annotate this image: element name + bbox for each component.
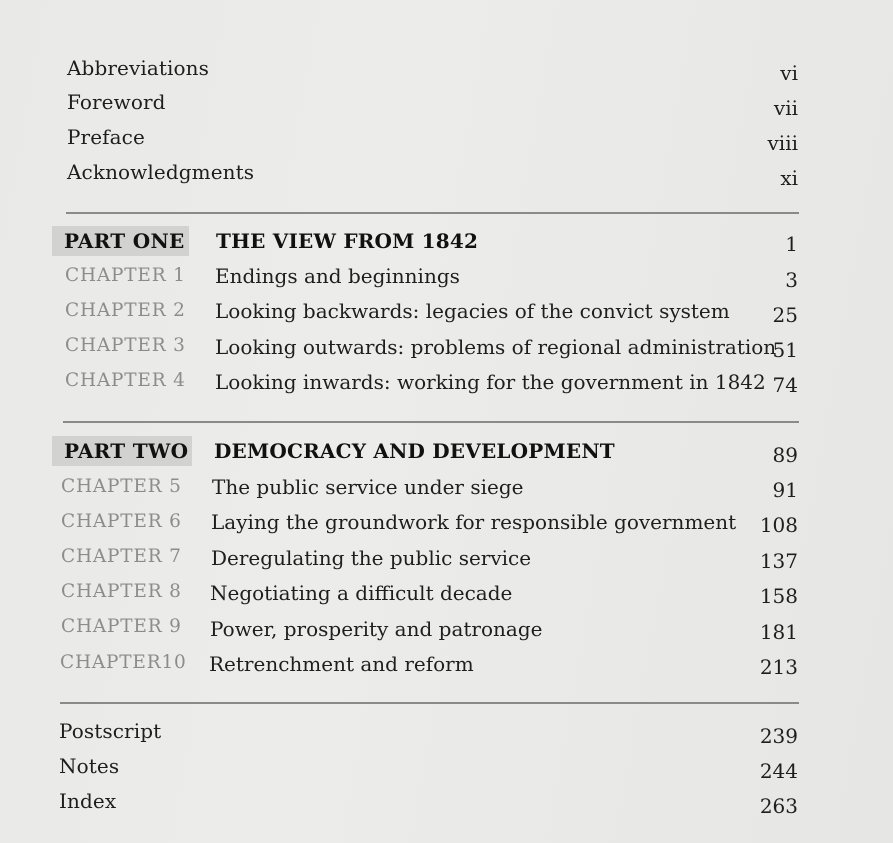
toc-entry-title: Foreword: [67, 90, 166, 114]
chapter-label: CHAPTER 8: [61, 581, 182, 602]
toc-entry-title: Postscript: [59, 719, 162, 743]
chapter-page: 108: [759, 513, 798, 537]
toc-entry-page: 239: [759, 724, 798, 748]
chapter-label: CHAPTER 2: [65, 300, 186, 321]
part-label: PART TWO: [52, 436, 192, 466]
chapter-title: Negotiating a difficult decade: [210, 581, 513, 605]
chapter-title: Laying the groundwork for responsible government: [211, 510, 737, 534]
chapter-page: 3: [785, 268, 798, 292]
part-page: 1: [785, 232, 798, 256]
chapter-page: 51: [772, 338, 798, 362]
chapter-page: 91: [772, 478, 798, 502]
chapter-title: Retrenchment and reform: [209, 652, 474, 676]
section-divider: [66, 212, 799, 214]
chapter-title: Looking outwards: problems of regional administration: [215, 335, 777, 359]
toc-entry-title: Preface: [67, 125, 145, 149]
toc-entry-page: xi: [780, 166, 798, 190]
toc-entry-page: vi: [780, 61, 798, 85]
toc-entry-title: Index: [59, 789, 117, 813]
chapter-title: Looking backwards: legacies of the convict system: [215, 299, 730, 323]
chapter-label: CHAPTER 1: [65, 265, 186, 286]
part-title: DEMOCRACY AND DEVELOPMENT: [214, 439, 615, 463]
chapter-label: CHAPTER 5: [61, 476, 182, 497]
part-title: THE VIEW FROM 1842: [216, 229, 479, 253]
chapter-title: Power, prosperity and patronage: [210, 617, 543, 641]
toc-entry-title: Abbreviations: [67, 56, 209, 80]
toc-entry-page: viii: [767, 131, 798, 155]
part-page: 89: [772, 443, 798, 467]
chapter-title: Endings and beginnings: [215, 264, 460, 288]
toc-entry-title: Acknowledgments: [67, 160, 255, 184]
chapter-title: The public service under siege: [212, 475, 524, 499]
chapter-label: CHAPTER 4: [65, 370, 186, 391]
toc-entry-page: 244: [759, 759, 798, 783]
chapter-label: CHAPTER10: [60, 652, 187, 673]
chapter-label: CHAPTER 3: [65, 335, 186, 356]
chapter-title: Deregulating the public service: [211, 546, 532, 570]
chapter-page: 213: [759, 655, 798, 679]
chapter-title: Looking inwards: working for the government in 1842: [215, 370, 766, 394]
chapter-label: CHAPTER 6: [61, 511, 182, 532]
section-divider: [60, 702, 799, 704]
chapter-page: 74: [772, 373, 798, 397]
chapter-label: CHAPTER 7: [61, 546, 182, 567]
chapter-page: 181: [759, 620, 798, 644]
chapter-label: CHAPTER 9: [61, 616, 182, 637]
chapter-page: 158: [759, 584, 798, 608]
toc-entry-page: 263: [759, 794, 798, 818]
toc-entry-page: vii: [773, 96, 798, 120]
chapter-page: 137: [759, 549, 798, 573]
chapter-page: 25: [772, 303, 798, 327]
part-label: PART ONE: [52, 226, 189, 256]
section-divider: [63, 421, 799, 423]
toc-entry-title: Notes: [59, 754, 120, 778]
